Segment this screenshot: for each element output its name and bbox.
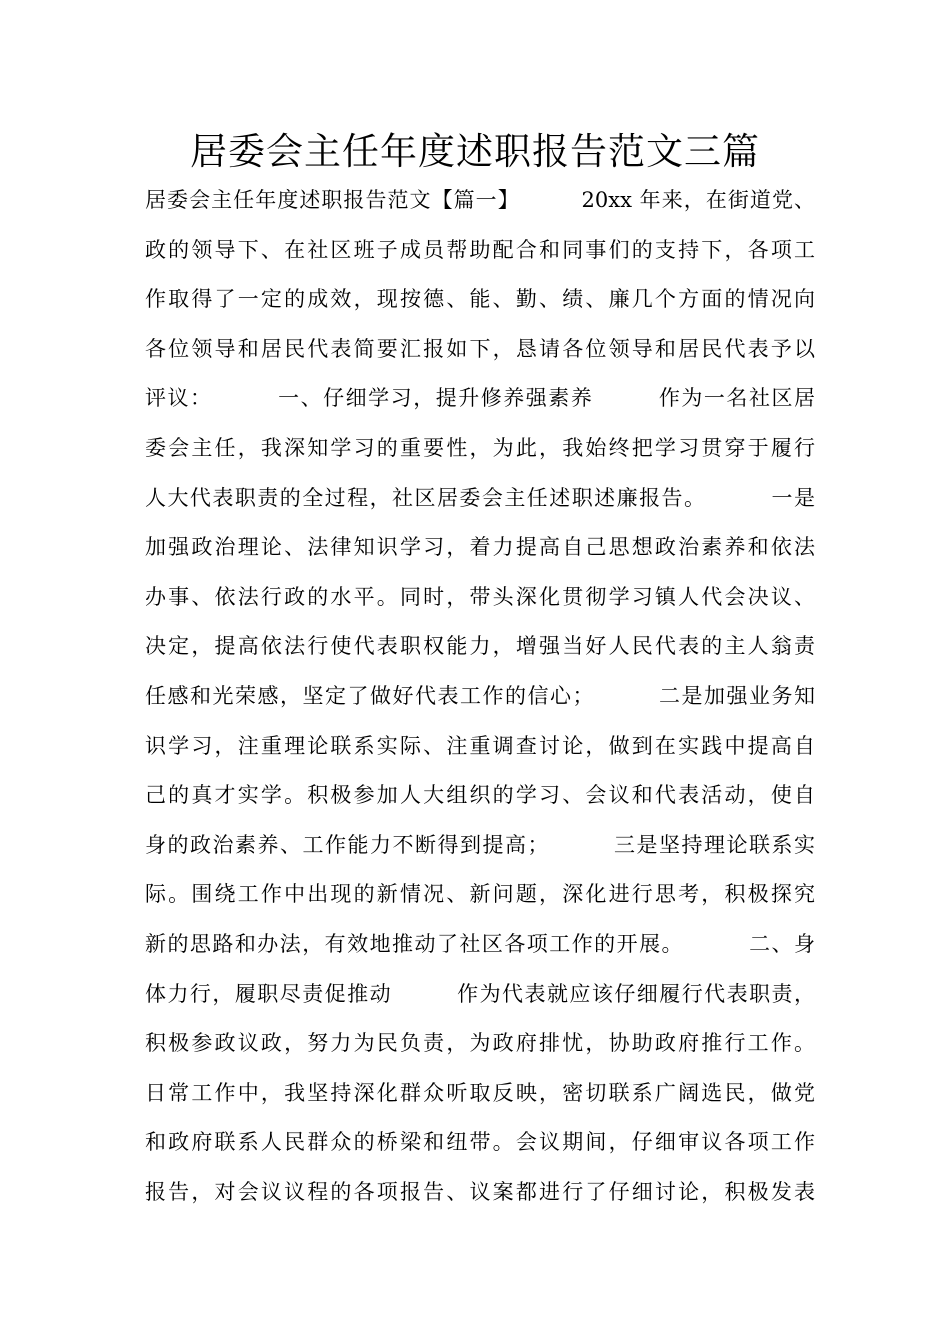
document-title: 居委会主任年度述职报告范文三篇 xyxy=(190,130,760,173)
body-text-line: 任感和光荣感，坚定了做好代表工作的信心； 二是加强业务知 xyxy=(145,683,815,708)
body-text-line: 日常工作中，我坚持深化群众听取反映，密切联系广阔选民，做党 xyxy=(145,1080,815,1105)
body-text-line: 体力行，履职尽责促推动 作为代表就应该仔细履行代表职责， xyxy=(145,981,815,1006)
body-text-line: 政的领导下、在社区班子成员帮助配合和同事们的支持下，各项工 xyxy=(145,237,815,262)
body-text-line: 和政府联系人民群众的桥梁和纽带。会议期间，仔细审议各项工作 xyxy=(145,1130,815,1155)
body-text-line: 各位领导和居民代表简要汇报如下，恳请各位领导和居民代表予以 xyxy=(145,336,815,361)
body-text-line: 作取得了一定的成效，现按德、能、勤、绩、廉几个方面的情况向 xyxy=(145,287,815,312)
body-text-line: 委会主任，我深知学习的重要性，为此，我始终把学习贯穿于履行 xyxy=(145,435,815,460)
body-text-line: 人大代表职责的全过程，社区居委会主任述职述廉报告。 一是 xyxy=(145,485,815,510)
body-text-line: 决定，提高依法行使代表职权能力，增强当好人民代表的主人翁责 xyxy=(145,634,815,659)
document-body xyxy=(145,180,815,1221)
body-text-line: 新的思路和办法，有效地推动了社区各项工作的开展。 二、身 xyxy=(145,931,815,956)
body-text-line: 身的政治素养、工作能力不断得到提高； 三是坚持理论联系实 xyxy=(145,832,815,857)
body-text-line: 加强政治理论、法律知识学习，着力提高自己思想政治素养和依法 xyxy=(145,535,815,560)
body-text-line: 识学习，注重理论联系实际、注重调查讨论，做到在实践中提高自 xyxy=(145,733,815,758)
body-text-line: 积极参政议政，努力为民负责，为政府排忧，协助政府推行工作。 xyxy=(145,1031,815,1056)
body-text-line: 际。围绕工作中出现的新情况、新问题，深化进行思考，积极探究 xyxy=(145,882,815,907)
body-text-line: 己的真才实学。积极参加人大组织的学习、会议和代表活动，使自 xyxy=(145,783,815,808)
body-text-line: 报告，对会议议程的各项报告、议案都进行了仔细讨论，积极发表 xyxy=(145,1179,815,1204)
body-text-line: 评议： 一、仔细学习，提升修养强素养 作为一名社区居 xyxy=(145,386,815,411)
body-text-line: 办事、依法行政的水平。同时，带头深化贯彻学习镇人代会决议、 xyxy=(145,584,815,609)
body-text-line: 居委会主任年度述职报告范文【篇一】 20xx 年来，在街道党、 xyxy=(145,188,815,212)
